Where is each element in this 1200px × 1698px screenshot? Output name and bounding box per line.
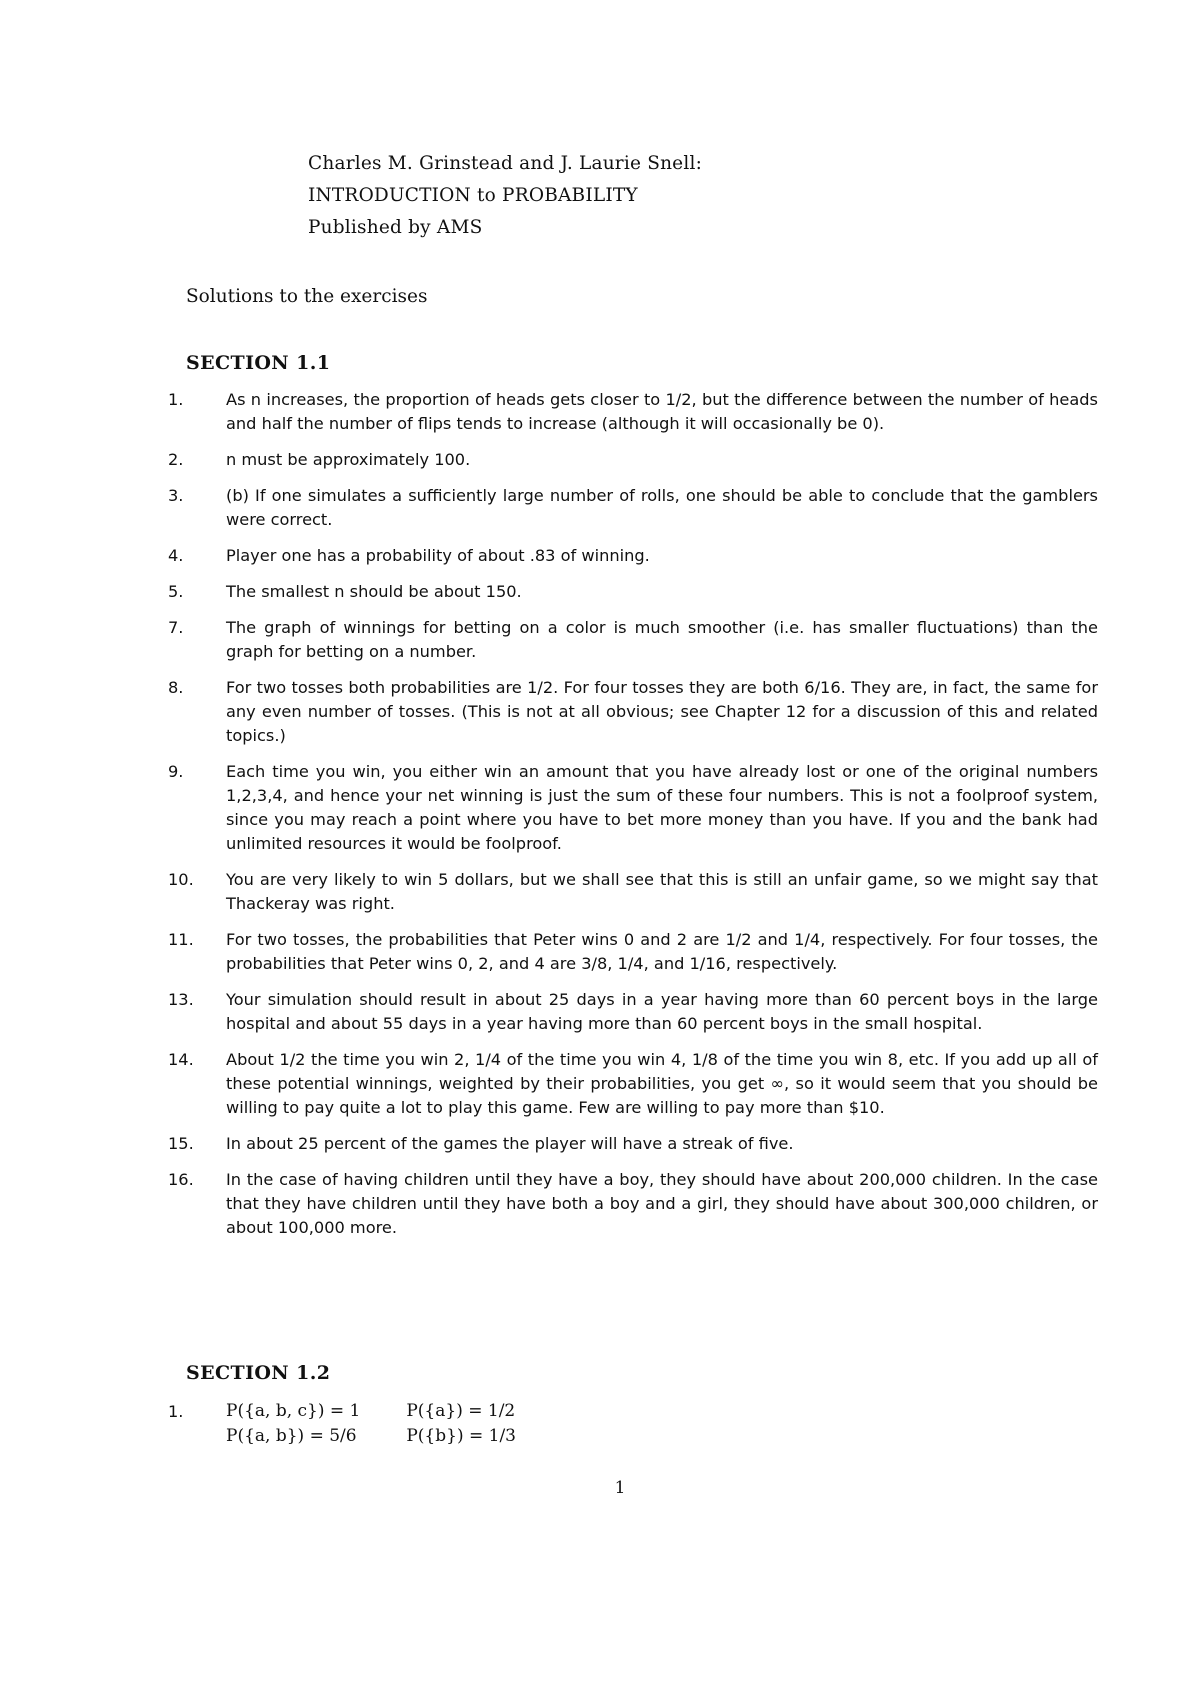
exercise-item — [168, 1048, 1098, 1120]
exercise-text: The smallest n should be about 150. — [226, 582, 522, 601]
exercise-number: 1. — [168, 390, 184, 409]
exercise-number: 14. — [168, 1050, 194, 1069]
exercise-list-section-1-1 — [168, 388, 1098, 1252]
exercise-number: 1. — [168, 1402, 184, 1421]
exercise-item — [168, 868, 1098, 916]
section-heading-1-2: SECTION 1.2 — [186, 1362, 331, 1384]
exercise-text: Player one has a probability of about .83 of winning. — [226, 546, 650, 565]
document-subtitle: Solutions to the exercises — [186, 286, 428, 307]
exercise-item — [168, 388, 1098, 436]
book-title: INTRODUCTION to PROBABILITY — [308, 185, 638, 206]
exercise-text: (b) If one simulates a sufficiently large number of rolls, one should be able to conclude that the gamblers were correct. — [226, 486, 1098, 529]
exercise-text: In about 25 percent of the games the player will have a streak of five. — [226, 1134, 794, 1153]
exercise-text: The graph of winnings for betting on a color is much smoother (i.e. has smaller fluctuations) than the graph for betting on a number. — [226, 618, 1098, 661]
equation-table — [226, 1399, 516, 1449]
exercise-number: 16. — [168, 1170, 194, 1189]
equation: P({a}) = 1/2 — [406, 1401, 516, 1421]
exercise-number: 10. — [168, 870, 194, 889]
exercise-number: 4. — [168, 546, 184, 565]
exercise-number: 9. — [168, 762, 184, 781]
equation: P({a, b}) = 5/6 — [226, 1426, 357, 1446]
exercise-item — [168, 544, 1098, 568]
equation-row — [226, 1399, 516, 1424]
exercise-text: You are very likely to win 5 dollars, but we shall see that this is still an unfair game, so we might say that Thackeray was right. — [226, 870, 1098, 913]
exercise-number: 11. — [168, 930, 194, 949]
exercise-number: 5. — [168, 582, 184, 601]
equation: P({a, b, c}) = 1 — [226, 1401, 361, 1421]
equation: P({b}) = 1/3 — [406, 1426, 516, 1446]
exercise-text: About 1/2 the time you win 2, 1/4 of the time you win 4, 1/8 of the time you win 8, etc. If you add up all of these potential winnings, weighted by their probabilities, you get ∞, so it would seem that you should be willing to pay quite a lot to play this game. Few are willing to pay more than $10. — [226, 1050, 1098, 1117]
exercise-number: 8. — [168, 678, 184, 697]
exercise-text: For two tosses both probabilities are 1/2. For four tosses they are both 6/16. They are, in fact, the same for any even number of tosses. (This is not at all obvious; see Chapter 12 for a discussion of this and related topics.) — [226, 678, 1098, 745]
exercise-item — [168, 484, 1098, 532]
exercise-number: 2. — [168, 450, 184, 469]
exercise-item — [168, 448, 1098, 472]
exercise-item — [168, 676, 1098, 748]
exercise-item — [168, 580, 1098, 604]
publisher-line: Published by AMS — [308, 217, 483, 238]
exercise-text: In the case of having children until they have a boy, they should have about 200,000 children. In the case that they have children until they have both a boy and a girl, they should have about 300,000 children, or about 100,000 more. — [226, 1170, 1098, 1237]
authors-line: Charles M. Grinstead and J. Laurie Snell: — [308, 153, 702, 174]
exercise-item — [168, 988, 1098, 1036]
page-number: 1 — [614, 1478, 626, 1498]
exercise-text: Each time you win, you either win an amount that you have already lost or one of the original numbers 1,2,3,4, and hence your net winning is just the sum of these four numbers. This is not a foolproof system, since you may reach a point where you have to bet more money than you have. If you and the bank had unlimited resources it would be foolproof. — [226, 762, 1098, 853]
equation-row — [226, 1424, 516, 1449]
exercise-number: 15. — [168, 1134, 194, 1153]
exercise-item — [168, 1132, 1098, 1156]
title-block — [308, 148, 702, 244]
exercise-text: As n increases, the proportion of heads gets closer to 1/2, but the difference between the number of heads and half the number of flips tends to increase (although it will occasionally be 0). — [226, 390, 1098, 433]
exercise-text: For two tosses, the probabilities that Peter wins 0 and 2 are 1/2 and 1/4, respectively. For four tosses, the probabilities that Peter wins 0, 2, and 4 are 3/8, 1/4, and 1/16, respectively. — [226, 930, 1098, 973]
exercise-text: n must be approximately 100. — [226, 450, 471, 469]
exercise-item — [168, 928, 1098, 976]
exercise-number: 7. — [168, 618, 184, 637]
section-heading-1-1: SECTION 1.1 — [186, 352, 331, 374]
exercise-number: 13. — [168, 990, 194, 1009]
exercise-number: 3. — [168, 486, 184, 505]
exercise-item — [168, 616, 1098, 664]
exercise-item — [168, 760, 1098, 856]
exercise-item — [168, 1168, 1098, 1240]
exercise-text: Your simulation should result in about 25 days in a year having more than 60 percent boys in the large hospital and about 55 days in a year having more than 60 percent boys in the small hospital. — [226, 990, 1098, 1033]
